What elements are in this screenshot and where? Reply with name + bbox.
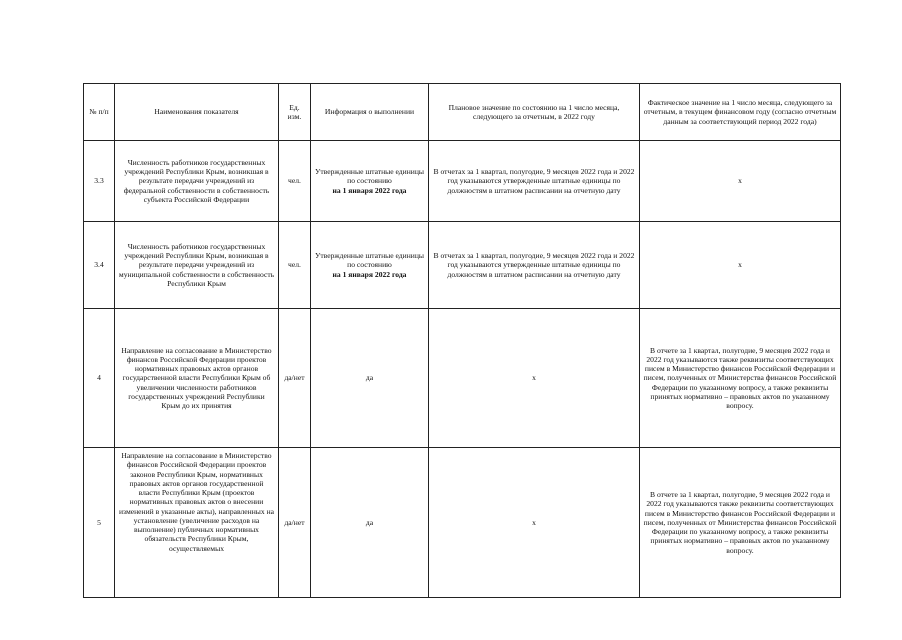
execution-info-text: Утвержденные штатные единицы по состоянию	[314, 167, 425, 186]
indicator-name-text: Направление на согласование в Министерство финансов Российской Федерации проектов законов Республики Крым, нормативных правовых актов органов государственной власти Республики Крым (проектов нормативных правовых актов о внесении изменений в указанные акты), направленных на установление (увеличение расходов на выполнение) публичных нормативных обязательств Республики Крым, осуществляемых	[118, 451, 275, 553]
row-indicator-name: Численность работников государственных учреждений Республики Крым, возникшая в результате передачи учреждений из федеральной собственности в собственность субъекта Российской Федерации	[115, 141, 279, 222]
table-row	[84, 141, 841, 222]
row-number: 4	[84, 309, 115, 448]
row-execution-info: да	[311, 309, 429, 448]
row-planned-value: х	[429, 448, 640, 598]
row-number: 3.3	[84, 141, 115, 222]
indicators-table	[83, 83, 841, 598]
row-unit: да/нет	[279, 309, 311, 448]
row-number: 5	[84, 448, 115, 598]
row-unit: чел.	[279, 222, 311, 309]
table-row	[84, 448, 841, 598]
execution-info-date: на 1 января 2022 года	[332, 185, 407, 195]
header-planned-value: Плановое значение по состоянию на 1 число месяца, следующего за отчетным, в 2022 году	[429, 84, 640, 141]
header-actual-value: Фактическое значение на 1 число месяца, следующего за отчетным, в текущем финансовом году (согласно отчетным данным за соответствующий период 2022 года)	[640, 84, 841, 141]
row-actual-value: х	[640, 222, 841, 309]
table-row	[84, 222, 841, 309]
header-number: № п/п	[84, 84, 115, 141]
execution-info-text: Утвержденные штатные единицы по состоянию	[314, 251, 425, 270]
table-row	[84, 309, 841, 448]
row-actual-value: В отчете за 1 квартал, полугодие, 9 месяцев 2022 года и 2022 год указываются также реквизиты соответствующих писем в Министерство финансов Российской Федерации и писем, полученных от Министерства финансов Российской Федерации по указанному вопросу, а также реквизиты принятых нормативно – правовых актов по указанному вопросу.	[640, 448, 841, 598]
document-page	[83, 83, 840, 598]
header-indicator-name: Наименования показателя	[115, 84, 279, 141]
row-unit: да/нет	[279, 448, 311, 598]
row-execution-info: да	[311, 448, 429, 598]
row-execution-info	[311, 141, 429, 222]
row-planned-value: В отчетах за 1 квартал, полугодие, 9 месяцев 2022 года и 2022 год указываются утвержденные штатные единицы по должностям в штатном расписании на отчетную дату	[429, 222, 640, 309]
row-planned-value: х	[429, 309, 640, 448]
row-indicator-name: Численность работников государственных учреждений Республики Крым, возникшая в результате передачи учреждений из муниципальной собственности в собственность Республики Крым	[115, 222, 279, 309]
table-header-row	[84, 84, 841, 141]
row-planned-value: В отчетах за 1 квартал, полугодие, 9 месяцев 2022 года и 2022 год указываются утвержденные штатные единицы по должностям в штатном расписании на отчетную дату	[429, 141, 640, 222]
row-indicator-name	[115, 448, 279, 598]
row-unit: чел.	[279, 141, 311, 222]
header-execution-info: Информация о выполнении	[311, 84, 429, 141]
execution-info-date: на 1 января 2022 года	[332, 269, 407, 279]
header-unit: Ед. изм.	[279, 84, 311, 141]
row-indicator-name: Направление на согласование в Министерство финансов Российской Федерации проектов нормативных правовых актов органов государственной власти Республики Крым об увеличении численности работников государственных учреждений Республики Крым до их принятия	[115, 309, 279, 448]
row-execution-info	[311, 222, 429, 309]
row-number: 3.4	[84, 222, 115, 309]
row-actual-value: х	[640, 141, 841, 222]
row-actual-value: В отчете за 1 квартал, полугодие, 9 месяцев 2022 года и 2022 год указываются также реквизиты соответствующих писем в Министерство финансов Российской Федерации и писем, полученных от Министерства финансов Российской Федерации по указанному вопросу, а также реквизиты принятых нормативно – правовых актов по указанному вопросу.	[640, 309, 841, 448]
